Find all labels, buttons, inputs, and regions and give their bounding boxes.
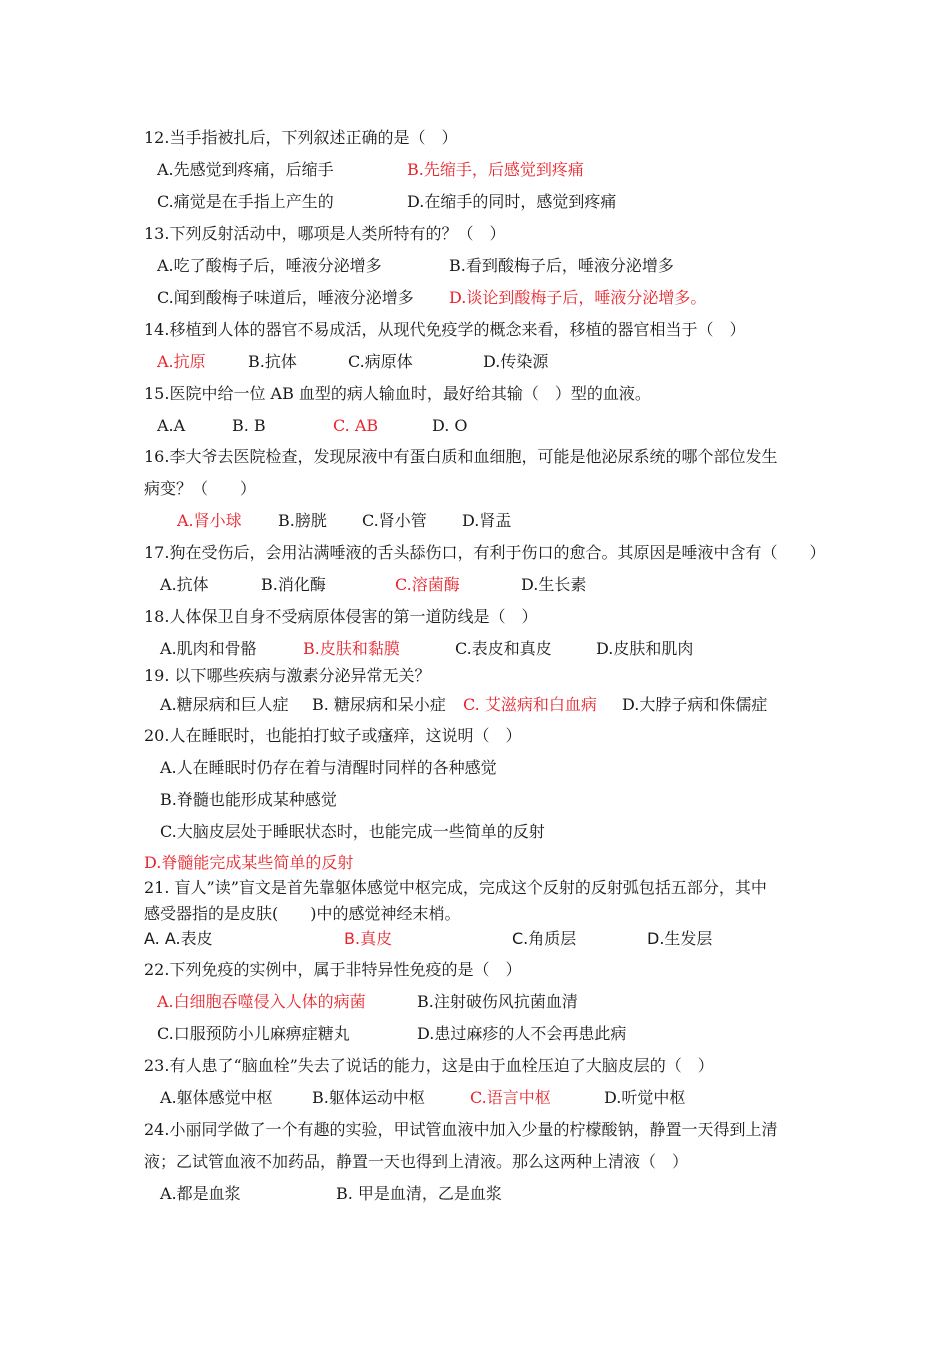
question-13: 13.下列反射活动中，哪项是人类所特有的？（ ） <box>144 224 506 243</box>
option-18-b-answer: B.皮肤和黏膜 <box>303 639 400 658</box>
option-16-a-answer: A.肾小球 <box>177 511 242 530</box>
option-20-b: B.脊髓也能形成某种感觉 <box>160 790 337 809</box>
option-17-d: D.生长素 <box>521 575 587 594</box>
option-16-c: C.肾小管 <box>362 511 427 530</box>
option-21-c: C.角质层 <box>512 929 577 948</box>
question-20: 20.人在睡眠时，也能拍打蚊子或瘙痒，这说明（ ） <box>144 726 522 745</box>
option-23-b: B.躯体运动中枢 <box>312 1088 425 1107</box>
option-13-d-answer: D.谈论到酸梅子后，唾液分泌增多。 <box>449 288 707 307</box>
option-22-a-answer: A.白细胞吞噬侵入人体的病菌 <box>157 992 366 1011</box>
question-19: 19. 以下哪些疾病与激素分泌异常无关？ <box>144 666 431 685</box>
question-15: 15.医院中给一位 AB 血型的病人输血时，最好给其输（ ）型的血液。 <box>144 384 651 403</box>
question-21-cont: 感受器指的是皮肤( )中的感觉神经末梢。 <box>144 904 461 923</box>
option-24-a: A.都是血浆 <box>160 1184 241 1203</box>
question-16: 16.李大爷去医院检查，发现尿液中有蛋白质和血细胞，可能是他泌尿系统的哪个部位发生 <box>144 447 778 466</box>
option-22-b: B.注射破伤风抗菌血清 <box>417 992 578 1011</box>
option-12-b-answer: B.先缩手，后感觉到疼痛 <box>407 160 584 179</box>
question-17: 17.狗在受伤后，会用沾满唾液的舌头舔伤口，有利于伤口的愈合。其原因是唾液中含有（ ） <box>144 543 826 562</box>
option-15-c-answer: C. AB <box>333 416 379 435</box>
question-24-cont: 液；乙试管血液不加药品，静置一天也得到上清液。那么这两种上清液（ ） <box>144 1152 689 1171</box>
option-14-b: B.抗体 <box>248 352 297 371</box>
option-12-a: A.先感觉到疼痛，后缩手 <box>157 160 334 179</box>
option-14-d: D.传染源 <box>483 352 549 371</box>
question-22: 22.下列免疫的实例中，属于非特异性免疫的是（ ） <box>144 960 522 979</box>
option-15-a: A.A <box>157 416 186 435</box>
option-17-a: A.抗体 <box>160 575 209 594</box>
option-14-a-answer: A.抗原 <box>157 352 206 371</box>
option-15-d: D. O <box>432 416 468 435</box>
question-21: 21. 盲人”读”盲文是首先靠躯体感觉中枢完成，完成这个反射的反射弧包括五部分，其中 <box>144 878 767 897</box>
option-20-c: C.大脑皮层处于睡眠状态时，也能完成一些简单的反射 <box>160 822 545 841</box>
option-22-d: D.患过麻疹的人不会再患此病 <box>417 1024 627 1043</box>
option-17-b: B.消化酶 <box>261 575 326 594</box>
option-20-d-answer: D.脊髓能完成某些简单的反射 <box>144 853 354 872</box>
option-15-b: B. B <box>232 416 266 435</box>
option-19-c-answer: C. 艾滋病和白血病 <box>463 695 597 714</box>
option-23-c-answer: C.语言中枢 <box>470 1088 551 1107</box>
option-13-a: A.吃了酸梅子后，唾液分泌增多 <box>157 256 382 275</box>
question-18: 18.人体保卫自身不受病原体侵害的第一道防线是（ ） <box>144 607 538 626</box>
option-22-c: C.口服预防小儿麻痹症糖丸 <box>157 1024 350 1043</box>
option-12-d: D.在缩手的同时，感觉到疼痛 <box>407 192 617 211</box>
option-13-c: C.闻到酸梅子味道后，唾液分泌增多 <box>157 288 414 307</box>
option-18-a: A.肌肉和骨骼 <box>160 639 257 658</box>
option-18-d: D.皮肤和肌肉 <box>596 639 694 658</box>
option-19-b: B. 糖尿病和呆小症 <box>312 695 446 714</box>
option-21-a: A. A.表皮 <box>144 929 213 948</box>
option-12-c: C.痛觉是在手指上产生的 <box>157 192 334 211</box>
option-20-a: A.人在睡眠时仍存在着与清醒时同样的各种感觉 <box>160 758 497 777</box>
question-16-cont: 病变？（ ） <box>144 479 257 498</box>
option-23-d: D.听觉中枢 <box>604 1088 686 1107</box>
option-13-b: B.看到酸梅子后，唾液分泌增多 <box>449 256 674 275</box>
question-14: 14.移植到人体的器官不易成活，从现代免疫学的概念来看，移植的器官相当于（ ） <box>144 320 746 339</box>
option-19-a: A.糖尿病和巨人症 <box>160 695 289 714</box>
option-18-c: C.表皮和真皮 <box>455 639 552 658</box>
question-24: 24.小丽同学做了一个有趣的实验，甲试管血液中加入少量的柠檬酸钠，静置一天得到上清 <box>144 1120 778 1139</box>
option-16-b: B.膀胱 <box>278 511 327 530</box>
option-21-b-answer: B.真皮 <box>344 929 393 948</box>
question-12: 12.当手指被扎后，下列叙述正确的是（ ） <box>144 128 458 147</box>
option-17-c-answer: C.溶菌酶 <box>395 575 460 594</box>
question-23: 23.有人患了“脑血栓”失去了说话的能力，这是由于血栓压迫了大脑皮层的（ ） <box>144 1056 714 1075</box>
option-21-d: D.生发层 <box>647 929 713 948</box>
option-14-c: C.病原体 <box>348 352 413 371</box>
option-24-b: B. 甲是血清，乙是血浆 <box>336 1184 502 1203</box>
option-16-d: D.肾盂 <box>462 511 512 530</box>
option-23-a: A.躯体感觉中枢 <box>160 1088 273 1107</box>
option-19-d: D.大脖子病和侏儒症 <box>622 695 768 714</box>
